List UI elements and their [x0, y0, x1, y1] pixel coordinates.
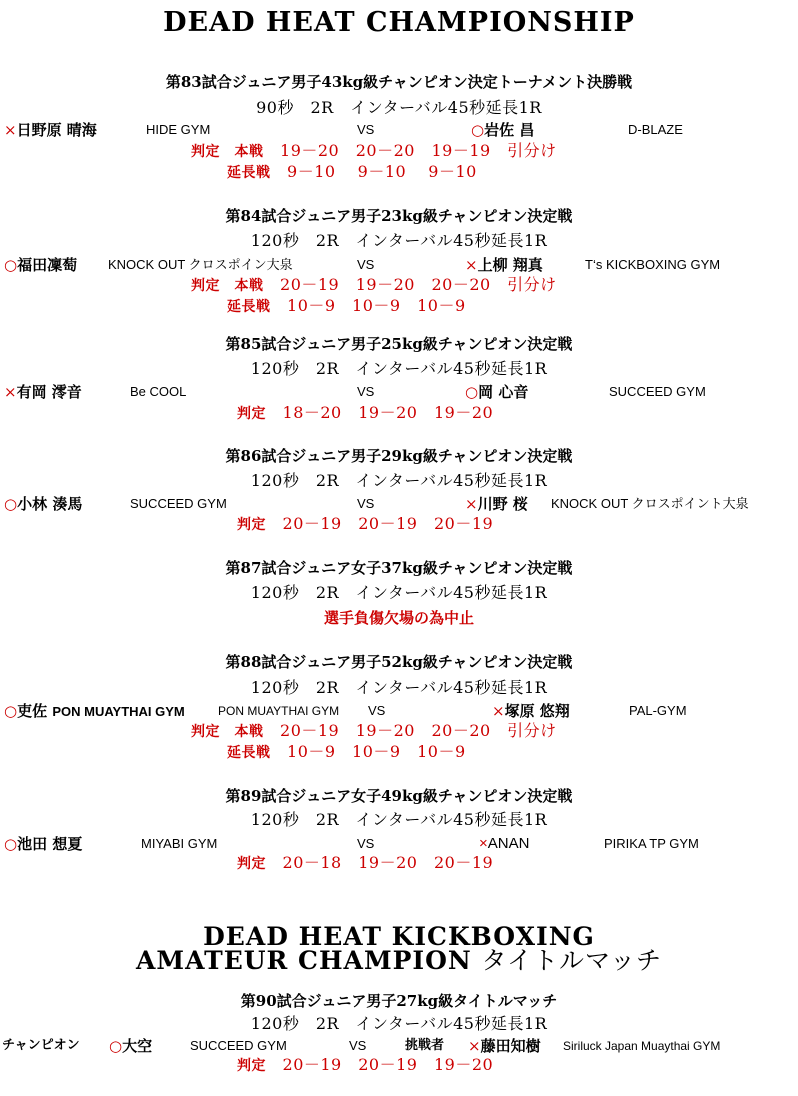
bout-90-rules: 120秒 2R インターバル45秒延長1R: [250, 1014, 548, 1033]
bout-83-vs: VS: [357, 122, 375, 137]
bout-86-right-gym: KNOCK OUT クロスポイント大泉: [551, 496, 749, 511]
fighter-name: 吏佐: [17, 702, 48, 720]
bout-88-title: 第88試合ジュニア男子52kg級チャンピオン決定戦: [225, 653, 573, 671]
bout-84-vs: VS: [357, 257, 375, 272]
loss-mark: ×: [4, 383, 17, 401]
bout-89-rules: 120秒 2R インターバル45秒延長1R: [250, 810, 548, 829]
bout-84-right-gym: T‘s KICKBOXING GYM: [585, 257, 721, 272]
result-label: 判定 本戦: [191, 724, 264, 740]
fighter-name: 大空: [122, 1037, 153, 1055]
loss-mark: ×: [468, 1037, 481, 1055]
bout-88-result-extension: [227, 742, 466, 763]
fighter-name: 小林 湊馬: [17, 495, 83, 513]
result-scores: 20－19 19－20 20－20 引分け: [280, 721, 557, 740]
bout-90-title: 第90試合ジュニア男子27kg級タイトルマッチ: [240, 992, 558, 1010]
bout-84-rules: 120秒 2R インターバル45秒延長1R: [250, 231, 548, 250]
win-mark: ○: [4, 702, 18, 720]
bout-90-result-main: [237, 1055, 493, 1076]
bout-84-left-gym: KNOCK OUT クロスポイン大泉: [108, 257, 293, 272]
bout-89-result-main: [237, 853, 493, 874]
fighter-gym: PON MUAYTHAI GYM: [52, 704, 185, 719]
win-mark: ○: [4, 495, 18, 513]
result-scores: 20－19 20－19 19－20: [282, 1055, 494, 1074]
result-label: 延長戦: [227, 299, 271, 315]
loss-mark: ×: [465, 256, 478, 274]
result-label: 判定: [237, 517, 266, 533]
result-scores: 20－19 20－19 20－19: [282, 514, 494, 533]
result-scores: 10－9 10－9 10－9: [287, 742, 466, 761]
bout-85-right-gym: SUCCEED GYM: [609, 384, 706, 399]
result-label: 判定 本戦: [191, 278, 264, 294]
bout-89-vs: VS: [357, 836, 375, 851]
bout-86-vs: VS: [357, 496, 375, 511]
result-scores: 18－20 19－20 19－20: [282, 403, 494, 422]
bout-86-right-fighter: [465, 494, 528, 514]
win-mark: ○: [4, 835, 18, 853]
bout-88-result-main: [191, 721, 557, 742]
bout-85-vs: VS: [357, 384, 375, 399]
bout-86-rules: 120秒 2R インターバル45秒延長1R: [250, 471, 548, 490]
bout-84-result-main: [191, 275, 557, 296]
heading-en: AMATEUR CHAMPION: [136, 946, 472, 975]
section-heading-line1: DEAD HEAT KICKBOXING: [203, 922, 595, 951]
bout-87-rules: 120秒 2R インターバル45秒延長1R: [250, 583, 548, 602]
bout-88-right-fighter: [492, 701, 570, 721]
bout-85-rules: 120秒 2R インターバル45秒延長1R: [250, 359, 548, 378]
bout-83-rules: 90秒 2R インターバル45秒延長1R: [256, 98, 542, 117]
fighter-name: 日野原 晴海: [16, 121, 97, 139]
bout-88-rules: 120秒 2R インターバル45秒延長1R: [250, 678, 548, 697]
bout-85-left-gym: Be COOL: [130, 384, 187, 399]
bout-85-title: 第85試合ジュニア男子25kg級チャンピオン決定戦: [225, 335, 573, 353]
result-label: 判定: [237, 856, 266, 872]
loss-mark: ×: [479, 835, 488, 852]
result-scores: 20－18 19－20 20－19: [282, 853, 494, 872]
challenger-label: 挑戦者: [405, 1038, 445, 1053]
bout-84-left-fighter: [4, 255, 77, 275]
bout-88-vs: VS: [368, 703, 386, 718]
result-scores: 19－20 20－20 19－19 引分け: [280, 141, 557, 160]
win-mark: ○: [465, 383, 479, 401]
bout-88-left-gym: PON MUAYTHAI GYM: [218, 704, 340, 718]
win-mark: ○: [109, 1037, 123, 1055]
bout-86-title: 第86試合ジュニア男子29kg級チャンピオン決定戦: [225, 447, 573, 465]
loss-mark: ×: [4, 121, 17, 139]
bout-83-result-main: [191, 141, 557, 162]
main-heading: DEAD HEAT CHAMPIONSHIP: [163, 7, 635, 38]
bout-90-right-fighter: [468, 1036, 541, 1056]
bout-90-right-gym: Siriluck Japan Muaythai GYM: [563, 1039, 721, 1053]
fighter-name: 川野 桜: [477, 495, 528, 513]
win-mark: ○: [4, 256, 18, 274]
bout-83-left-fighter: [4, 120, 97, 140]
bout-89-title: 第89試合ジュニア女子49kg級チャンピオン決定戦: [225, 787, 573, 805]
bout-83-right-gym: D-BLAZE: [628, 122, 683, 137]
bout-83-result-extension: [227, 162, 477, 183]
bout-88-left-fighter: [4, 701, 185, 722]
champion-label: チャンピオン: [2, 1038, 80, 1053]
bout-88-right-gym: PAL-GYM: [629, 703, 687, 718]
bout-85-right-fighter: [465, 382, 528, 402]
result-label: 判定: [237, 406, 266, 422]
bout-87-title: 第87試合ジュニア女子37kg級チャンピオン決定戦: [225, 559, 573, 577]
fighter-name: ANAN: [487, 835, 530, 852]
bout-89-left-gym: MIYABI GYM: [141, 836, 218, 851]
bout-87-cancel-notice: 選手負傷欠場の為中止: [323, 609, 474, 627]
bout-89-right-fighter: [479, 834, 529, 854]
bout-86-left-gym: SUCCEED GYM: [130, 496, 227, 511]
bout-83-left-gym: HIDE GYM: [146, 122, 211, 137]
bout-90-left-gym: SUCCEED GYM: [190, 1038, 287, 1053]
heading-jp: タイトルマッチ: [481, 946, 662, 975]
section-heading-line2: [0, 946, 798, 976]
fighter-name: 塚原 悠翔: [504, 702, 570, 720]
result-label: 延長戦: [227, 165, 271, 181]
result-label: 判定 本戦: [191, 144, 264, 160]
result-scores: 9－10 9－10 9－10: [287, 162, 477, 181]
fighter-name: 岩佐 昌: [484, 121, 535, 139]
loss-mark: ×: [465, 495, 478, 513]
loss-mark: ×: [492, 702, 505, 720]
result-label: 延長戦: [227, 745, 271, 761]
bout-84-title: 第84試合ジュニア男子23kg級チャンピオン決定戦: [225, 207, 573, 225]
bout-90-left-fighter: [109, 1036, 152, 1056]
bout-90-vs: VS: [349, 1038, 367, 1053]
bout-86-left-fighter: [4, 494, 82, 514]
bout-86-result-main: [237, 514, 493, 535]
fighter-name: 岡 心音: [478, 383, 529, 401]
fighter-name: 福田凜萄: [17, 256, 78, 274]
result-scores: 20－19 19－20 20－20 引分け: [280, 275, 557, 294]
bout-83-title: 第83試合ジュニア男子43kg級チャンピオン決定トーナメント決勝戦: [165, 73, 633, 91]
fighter-name: 藤田知樹: [480, 1037, 541, 1055]
result-label: 判定: [237, 1058, 266, 1074]
fighter-name: 池田 想夏: [17, 835, 83, 853]
bout-89-left-fighter: [4, 834, 82, 854]
bout-85-left-fighter: [4, 382, 82, 402]
bout-85-result-main: [237, 403, 493, 424]
bout-89-right-gym: PIRIKA TP GYM: [604, 836, 699, 851]
fighter-name: 上柳 翔真: [477, 256, 543, 274]
result-scores: 10－9 10－9 10－9: [287, 296, 466, 315]
bout-83-right-fighter: [471, 120, 534, 140]
bout-84-right-fighter: [465, 255, 543, 275]
win-mark: ○: [471, 121, 485, 139]
bout-84-result-extension: [227, 296, 466, 317]
fighter-name: 有岡 澪音: [16, 383, 82, 401]
